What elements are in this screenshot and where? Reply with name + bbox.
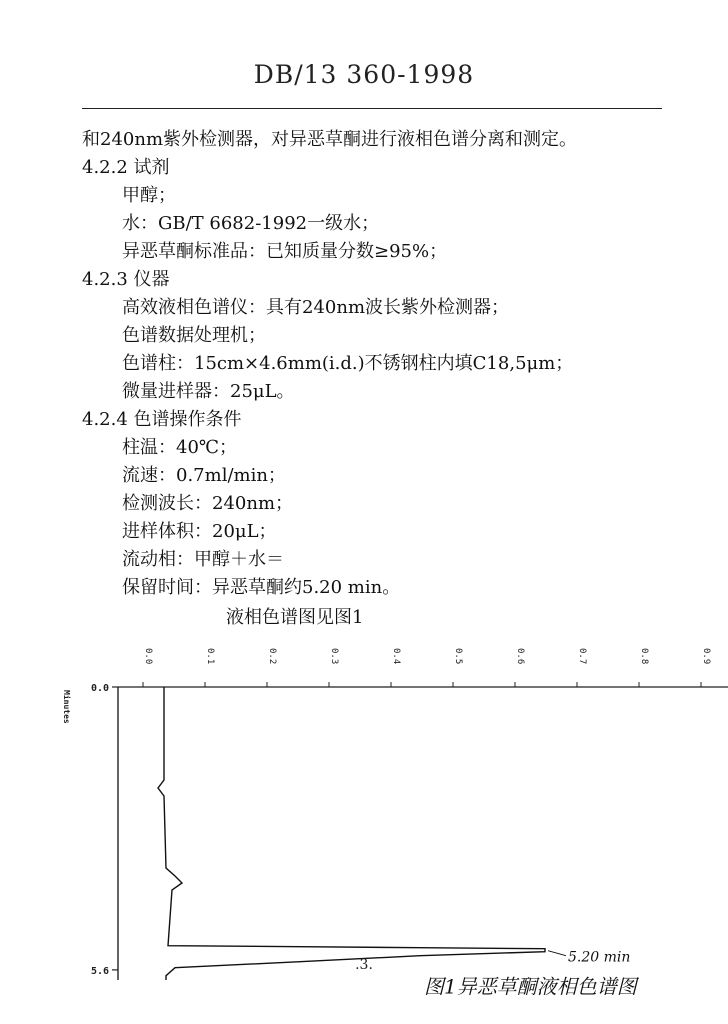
text-line: 色谱柱：15cm×4.6mm(i.d.)不锈钢柱内填C18,5μm； — [122, 353, 574, 374]
text-line: 进样体积：20μL； — [122, 521, 277, 542]
text-line: 保留时间：异恶草酮约5.20 min。 — [122, 577, 401, 598]
y-axis-label: Minutes — [62, 690, 71, 724]
text-line: 和240nm紫外检测器，对异恶草酮进行液相色谱分离和测定。 — [82, 129, 578, 150]
text-line: 流速：0.7ml/min； — [122, 465, 286, 486]
chromatogram-trace — [158, 687, 545, 980]
text-line: 高效液相色谱仪：具有240nm波长紫外检测器； — [122, 297, 510, 318]
x-tick-label: 0.5 — [453, 648, 463, 665]
peak-arrow — [548, 951, 566, 956]
x-tick-label: 0.1 — [205, 648, 215, 665]
x-tick-label: 0.7 — [577, 648, 587, 665]
chart-axes — [62, 648, 728, 980]
section-heading: 4.2.4 色谱操作条件 — [82, 409, 242, 430]
x-tick-label: 0.4 — [391, 648, 401, 665]
header-rule — [82, 108, 662, 109]
figure-reference: 液相色谱图见图1 — [226, 607, 364, 628]
text-line: 检测波长：240nm； — [122, 493, 294, 514]
page-number: .3. — [355, 957, 373, 973]
x-tick-label: 0.2 — [267, 648, 277, 665]
figure-caption: 图1异恶草酮液相色谱图 — [424, 974, 637, 999]
text-line: 色谱数据处理机； — [122, 325, 266, 346]
text-line: 水：GB/T 6682-1992一级水； — [122, 213, 380, 234]
text-line: 流动相：甲醇＋水＝ — [122, 549, 284, 570]
x-tick-label: 0.8 — [639, 648, 649, 665]
y-tick-label: 5.6 — [90, 965, 109, 977]
document-header: DB/13 360-1998 — [253, 60, 475, 89]
x-tick-label: 0.3 — [329, 648, 339, 665]
x-tick-label: 0.0 — [143, 648, 153, 665]
peak-label: 5.20 min — [568, 949, 631, 966]
chart-marks — [158, 687, 640, 999]
text-line: 柱温：40℃； — [122, 437, 238, 458]
x-tick-label: 0.9 — [701, 648, 711, 665]
section-heading: 4.2.2 试剂 — [82, 157, 170, 178]
section-heading: 4.2.3 仪器 — [82, 269, 170, 290]
chromatogram-chart — [0, 640, 728, 999]
y-tick-label: 0.0 — [90, 683, 109, 694]
text-line: 甲醇； — [122, 185, 176, 206]
x-tick-label: 0.6 — [515, 648, 525, 665]
text-line: 异恶草酮标准品：已知质量分数≥95%； — [122, 241, 448, 262]
text-line: 微量进样器：25μL。 — [122, 381, 295, 402]
